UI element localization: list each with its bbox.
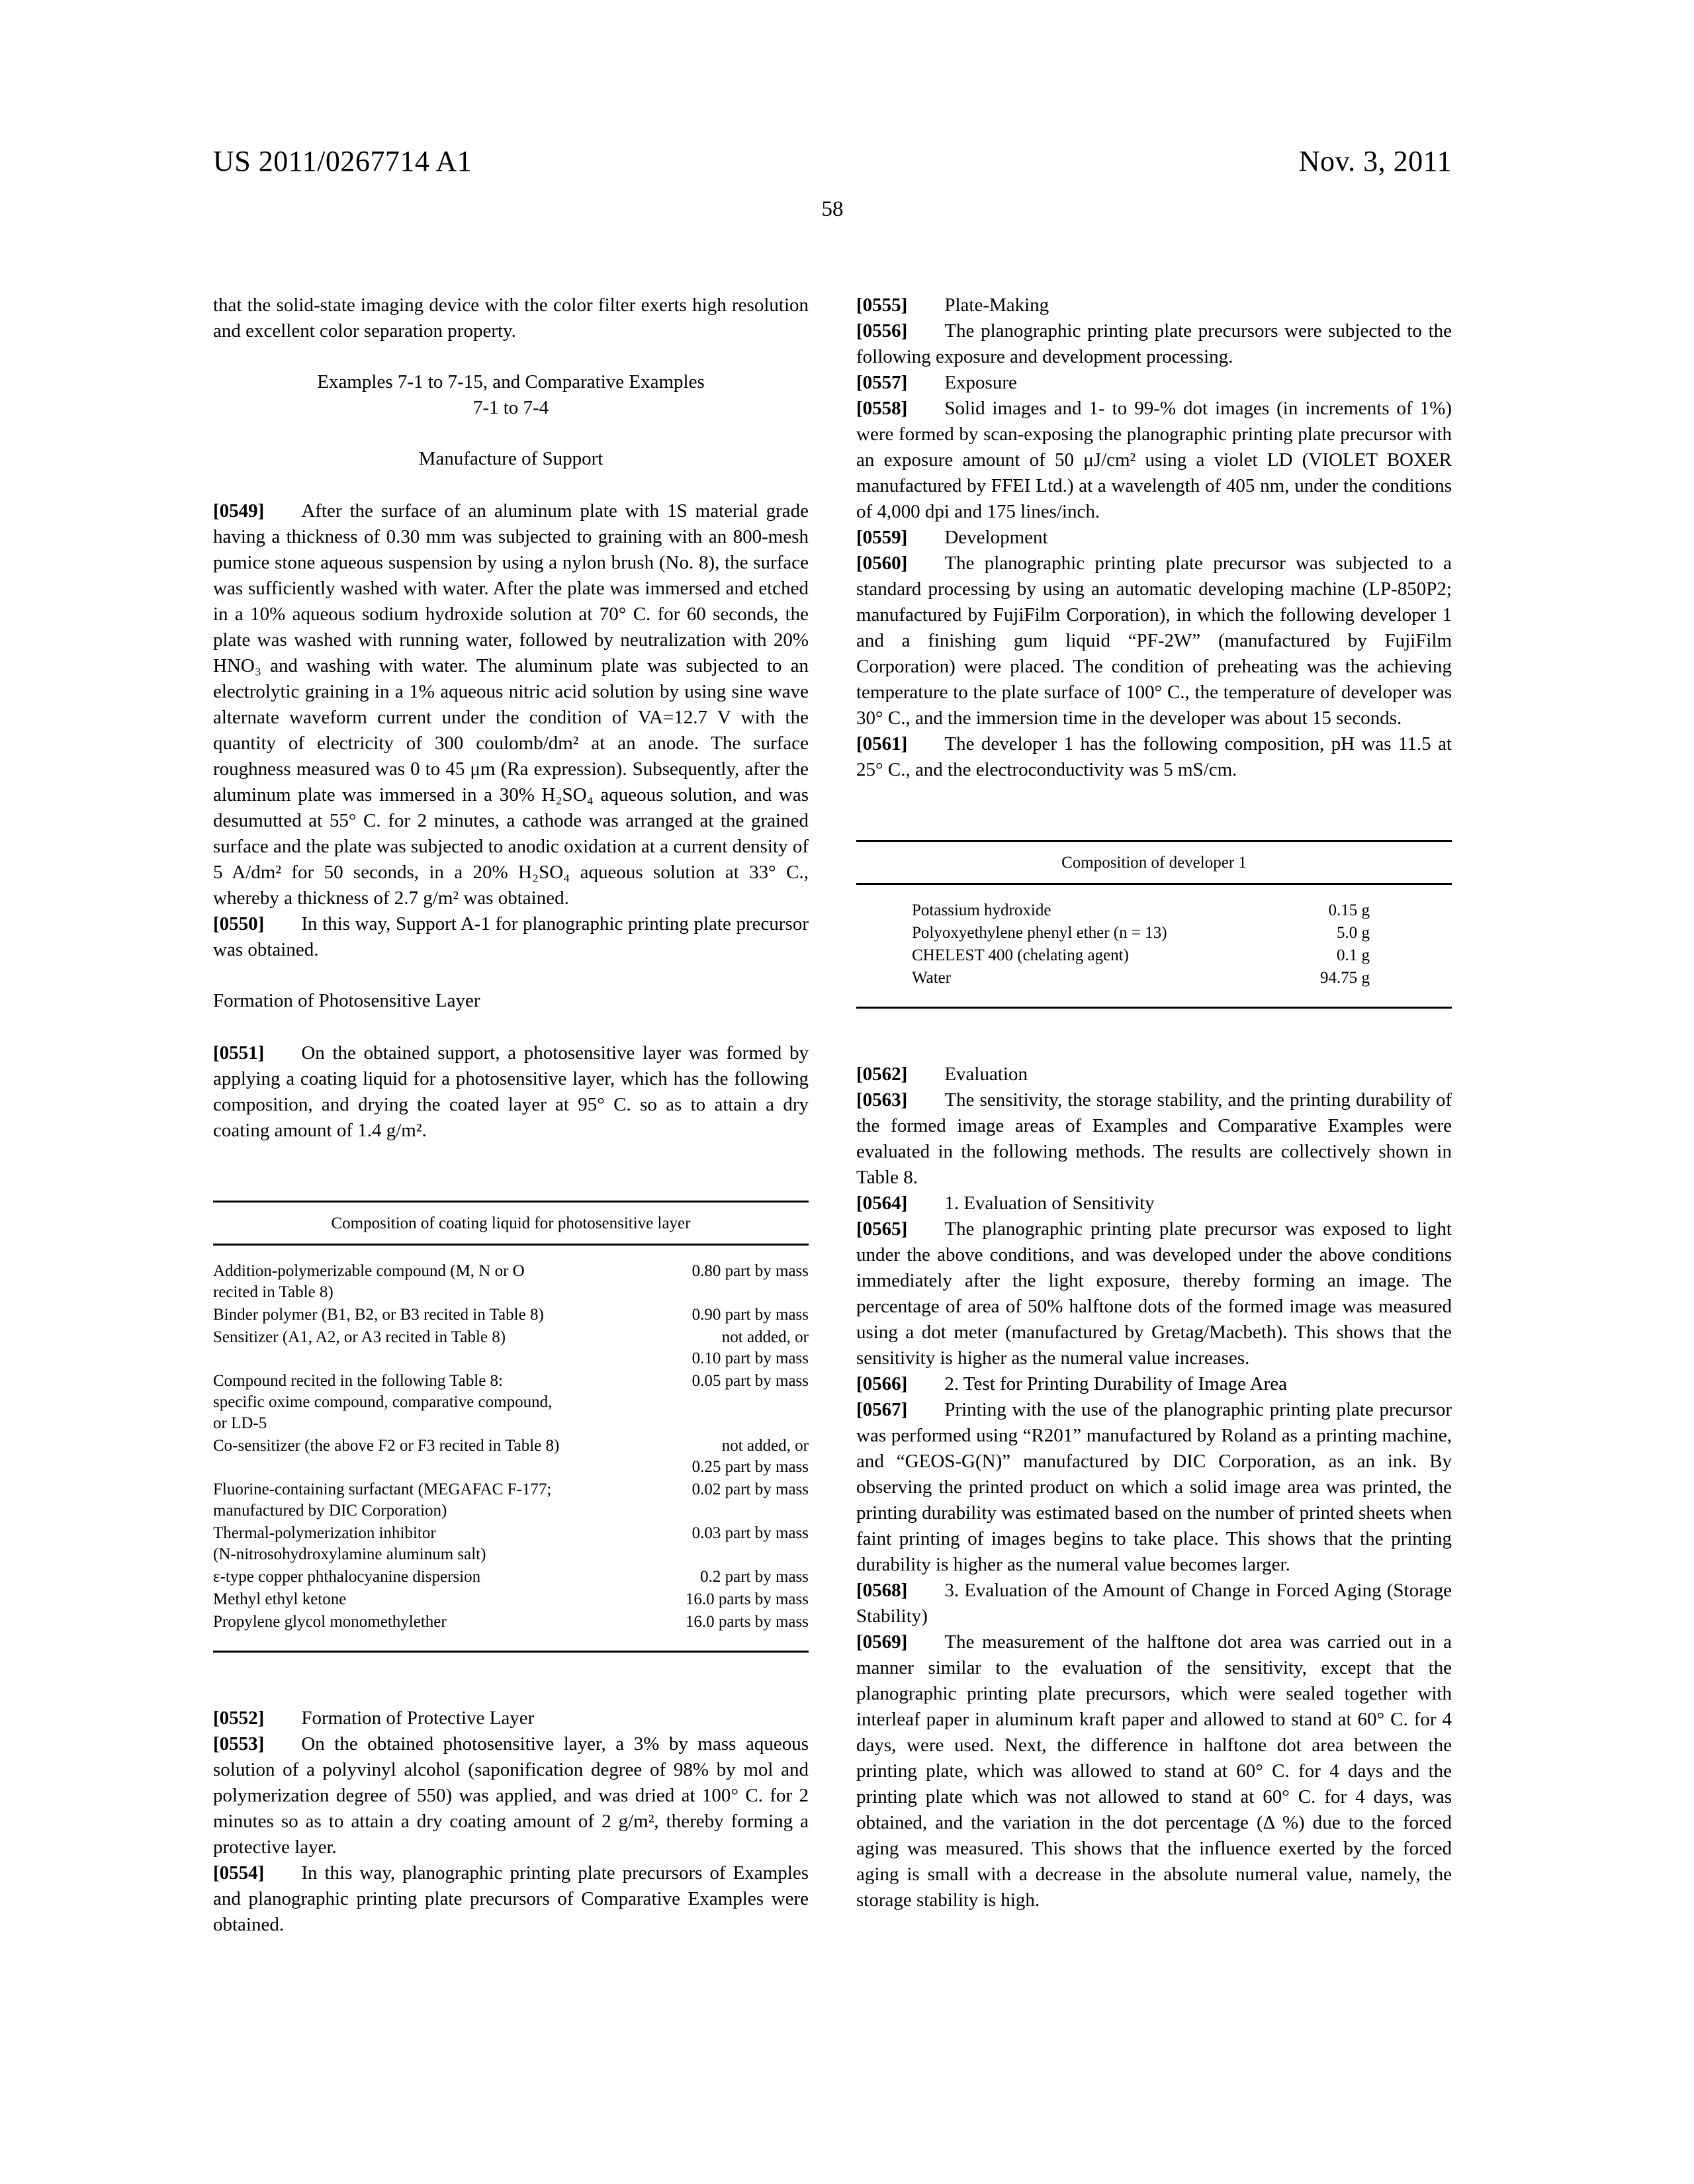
component-amount: 0.05 part by mass [691, 1372, 809, 1390]
paragraph-0555 [856, 293, 1452, 318]
paragraph-number: [0559] [856, 527, 908, 548]
paragraph-text: On the obtained photosensitive layer, a 3% by mass aqueous solution of a polyvinyl alcohol (saponification degree of 98% by mol and polymerization degree of 550) was applied, and was dried at 100° C. for 2 minutes so as to attain a dry coating amount of 2 g/m², thereby forming a protective layer. [213, 1733, 809, 1858]
component-name: Addition-polymerizable compound (M, N or O recited in Table 8) [213, 1262, 525, 1301]
page-header [213, 144, 1452, 178]
paragraph-number: [0555] [856, 295, 908, 316]
paragraph-text: 1. Evaluation of Sensitivity [944, 1193, 1155, 1214]
component-amount: 16.0 parts by mass [685, 1613, 809, 1631]
table-row [856, 899, 1452, 922]
paragraph-number: [0554] [213, 1862, 265, 1884]
paragraph-number: [0567] [856, 1399, 908, 1420]
component-amount: 0.03 part by mass [691, 1524, 809, 1542]
continued-paragraph [213, 293, 809, 344]
table-row [213, 1566, 809, 1588]
table-row [856, 944, 1452, 967]
paragraph-number: [0553] [213, 1733, 265, 1754]
paragraph-number: [0550] [213, 913, 265, 934]
component-name: Water [912, 969, 952, 987]
table-row [213, 1611, 809, 1633]
component-name: Thermal-polymerization inhibitor (N-nitrosohydroxylamine aluminum salt) [213, 1524, 486, 1563]
paragraph-number: [0561] [856, 733, 908, 754]
paragraph-text: The planographic printing plate precursors were subjected to the following exposure and development processing. [856, 320, 1452, 367]
paragraph-0558 [856, 396, 1452, 525]
component-name: Compound recited in the following Table 8: specific oxime compound, comparative compound, or LD-5 [213, 1372, 553, 1432]
paragraph-number: [0566] [856, 1373, 908, 1394]
paragraph-0553 [213, 1731, 809, 1860]
component-amount: 0.15 g [1328, 901, 1370, 919]
developer-composition-table [856, 840, 1452, 1009]
paragraph-text: Plate-Making [944, 295, 1049, 316]
paragraph-0550 [213, 911, 809, 963]
paragraph-number: [0565] [856, 1218, 908, 1240]
paragraph-text: Development [944, 527, 1048, 548]
paragraph-number: [0562] [856, 1064, 908, 1085]
paragraph-text: Evaluation [944, 1064, 1028, 1085]
paragraph-0567 [856, 1397, 1452, 1578]
paragraph-text: Solid images and 1- to 99-% dot images (in increments of 1%) were formed by scan-exposing the planographic printing plate precursor with an exposure amount of 50 μJ/cm² using a violet LD (VIOLET BOXER manufactured by FFEI Ltd.) at a wavelength of 405 nm, under the conditions of 4,000 dpi and 175 lines/inch. [856, 398, 1452, 522]
component-name: Co-sensitizer (the above F2 or F3 recited in Table 8) [213, 1437, 560, 1455]
table-row [856, 967, 1452, 989]
component-amount: 16.0 parts by mass [685, 1590, 809, 1608]
paragraph-number: [0563] [856, 1089, 908, 1111]
heading-line: Examples 7-1 to 7-15, and Comparative Examples [317, 371, 705, 392]
paragraph-0549 [213, 498, 809, 911]
paragraph-0565 [856, 1216, 1452, 1371]
coating-liquid-composition-table [213, 1201, 809, 1653]
component-name: Potassium hydroxide [912, 901, 1051, 919]
component-amount: 5.0 g [1337, 924, 1370, 942]
paragraph-0569 [856, 1629, 1452, 1913]
paragraph-text: The planographic printing plate precursor was subjected to a standard processing by using an automatic developing machine (LP-850P2; manufactured by FujiFilm Corporation), in which the following developer 1 and a finishing gum liquid “PF-2W” (manufactured by FujiFilm Corporation) were placed. The condition of preheating was the achieving temperature to the plate surface of 100° C., the temperature of developer was 30° C., and the immersion time in the developer was about 15 seconds. [856, 553, 1452, 729]
component-name: Sensitizer (A1, A2, or A3 recited in Table 8) [213, 1328, 506, 1346]
paragraph-0566 [856, 1371, 1452, 1397]
table-row [213, 1370, 809, 1435]
paragraph-text: The measurement of the halftone dot area was carried out in a manner similar to the evaluation of the sensitivity, except that the planographic printing plate precursors, which were sealed together with interleaf paper in aluminum kraft paper and allowed to stand at 60° C. for 4 days, were used. Next, the difference in halftone dot area between the printing plate, which was allowed to stand at 60° C. for 4 days and the printing plate which was not allowed to stand at 60° C. for 4 days, was obtained, and the variation in the dot percentage (Δ %) due to the forced aging was measured. This shows that the influence exerted by the forced aging is small with a decrease in the absolute numeral value, namely, the storage stability is high. [856, 1631, 1452, 1911]
component-amount: 0.02 part by mass [691, 1480, 809, 1498]
component-name: CHELEST 400 (chelating agent) [912, 946, 1129, 964]
paragraph-0557 [856, 370, 1452, 396]
component-name: ε-type copper phthalocyanine dispersion [213, 1568, 481, 1586]
section-heading-manufacture-of-support: Manufacture of Support [418, 448, 603, 469]
paragraph-number: [0569] [856, 1631, 908, 1653]
component-name: Polyoxyethylene phenyl ether (n = 13) [912, 924, 1167, 942]
paragraph-number: [0564] [856, 1193, 908, 1214]
paragraph-text: After the surface of an aluminum plate with 1S material grade having a thickness of 0.30 mm was subjected to graining with an 800-mesh pumice stone aqueous suspension by using a nylon brush (No. 8), the surface was sufficiently washed with water. After the plate was immersed and etched in a 10% aqueous sodium hydroxide solution at 70° C. for 60 seconds, the plate was washed with running water, followed by neutralization with 20% HNO₃ and washing with water. The aluminum plate was subjected to an electrolytic graining in a 1% aqueous nitric acid solution by using sine wave alternate waveform current under the condition of VA=12.7 V with the quantity of electricity of 300 coulomb/dm² at an anode. The surface roughness measured was 0 to 45 μm (Ra expression). Subsequently, after the aluminum plate was immersed in a 30% H₂SO₄ aqueous solution, and was desumutted at 55° C. for 2 minutes, a cathode was arranged at the grained surface and the plate was subjected to anodic oxidation at a current density of 5 A/dm² for 50 seconds, in a 20% H₂SO₄ aqueous solution at 33° C., whereby a thickness of 2.7 g/m² was obtained. [213, 500, 809, 909]
component-name: Binder polymer (B1, B2, or B3 recited in Table 8) [213, 1306, 544, 1324]
component-name: Propylene glycol monomethylether [213, 1613, 447, 1631]
table-row [213, 1326, 809, 1370]
table-row [213, 1304, 809, 1326]
publication-date: Nov. 3, 2011 [1298, 145, 1452, 177]
component-name: Methyl ethyl ketone [213, 1590, 347, 1608]
paragraph-text: Printing with the use of the planographic printing plate precursor was performed using “R201” manufactured by Roland as a printing machine, and “GEOS-G(N)” manufactured by DIC Corporation, as an ink. By observing the printed product on which a solid image area was printed, the printing durability was estimated based on the number of printed sheets when faint printing of images begins to take place. This shows that the printing durability is higher as the numeral value becomes larger. [856, 1399, 1452, 1575]
table-row [213, 1260, 809, 1304]
paragraph-text: 2. Test for Printing Durability of Image Area [944, 1373, 1288, 1394]
section-heading-examples [213, 369, 809, 421]
paragraph-0564 [856, 1191, 1452, 1216]
paragraph-number: [0560] [856, 553, 908, 574]
paragraph-0551 [213, 1040, 809, 1144]
table-body [856, 899, 1452, 989]
paragraph-0554 [213, 1860, 809, 1938]
component-amount: 0.1 g [1337, 946, 1370, 964]
paragraph-number: [0558] [856, 398, 908, 419]
paragraph-text: The sensitivity, the storage stability, and the printing durability of the formed image areas of Examples and Comparative Examples were evaluated in the following methods. The results are collectively shown in Table 8. [856, 1089, 1452, 1188]
paragraph-text: The developer 1 has the following composition, pH was 11.5 at 25° C., and the electroconductivity was 5 mS/cm. [856, 733, 1452, 780]
paragraph-text: In this way, Support A-1 for planographic printing plate precursor was obtained. [213, 913, 809, 960]
component-amount: 0.80 part by mass [691, 1262, 809, 1280]
paragraph-text: Formation of Protective Layer [301, 1707, 535, 1729]
component-name: Fluorine-containing surfactant (MEGAFAC F-177; manufactured by DIC Corporation) [213, 1480, 552, 1520]
paragraph-number: [0557] [856, 372, 908, 393]
table-row [213, 1522, 809, 1566]
paragraph-number: [0556] [856, 320, 908, 341]
paragraph-0562 [856, 1062, 1452, 1087]
paragraph-number: [0552] [213, 1707, 265, 1729]
component-amount: not added, or 0.25 part by mass [691, 1437, 809, 1476]
component-amount: not added, or 0.10 part by mass [691, 1328, 809, 1367]
table-title: Composition of developer 1 [856, 842, 1452, 885]
table-row [856, 922, 1452, 944]
paragraph-0561 [856, 731, 1452, 783]
right-column [856, 293, 1452, 1938]
paragraph-number: [0568] [856, 1580, 908, 1601]
paragraph-0559 [856, 525, 1452, 551]
paragraph-0560 [856, 551, 1452, 731]
table-title: Composition of coating liquid for photosensitive layer [213, 1203, 809, 1246]
paragraph-0552 [213, 1706, 809, 1731]
table-row [213, 1435, 809, 1479]
paragraph-0556 [856, 318, 1452, 370]
paragraph-0568 [856, 1578, 1452, 1629]
left-column [213, 293, 809, 1938]
paragraph-text: In this way, planographic printing plate precursors of Examples and planographic printing plate precursors of Comparative Examples were obtained. [213, 1862, 809, 1935]
paragraph-number: [0549] [213, 500, 265, 522]
paragraph-text: Exposure [944, 372, 1017, 393]
paragraph-text: The planographic printing plate precursor was exposed to light under the above conditions, and was developed under the above conditions immediately after the light exposure, thereby forming an image. The percentage of area of 50% halftone dots of the formed image was measured using a dot meter (manufactured by Gretag/Macbeth). This shows that the sensitivity is higher as the numeral value increases. [856, 1218, 1452, 1369]
paragraph-number: [0551] [213, 1042, 265, 1064]
heading-line: 7-1 to 7-4 [472, 397, 549, 418]
table-row [213, 1479, 809, 1522]
paragraph-text: On the obtained support, a photosensitive layer was formed by applying a coating liquid for a photosensitive layer, which has the following composition, and drying the coated layer at 95° C. so as to attain a dry coating amount of 1.4 g/m². [213, 1042, 809, 1141]
table-row [213, 1588, 809, 1611]
component-amount: 94.75 g [1320, 969, 1370, 987]
table-body [213, 1260, 809, 1633]
two-column-body [213, 293, 1452, 1938]
paragraph-0563 [856, 1087, 1452, 1191]
section-heading-photosensitive-layer: Formation of Photosensitive Layer [213, 990, 480, 1011]
paragraph-text: 3. Evaluation of the Amount of Change in Forced Aging (Storage Stability) [856, 1580, 1452, 1627]
page-number: 58 [821, 197, 844, 221]
paragraph-text: that the solid-state imaging device with the color filter exerts high resolution and excellent color separation property. [213, 295, 809, 341]
component-amount: 0.90 part by mass [691, 1306, 809, 1324]
component-amount: 0.2 part by mass [700, 1568, 809, 1586]
publication-number: US 2011/0267714 A1 [213, 145, 472, 177]
